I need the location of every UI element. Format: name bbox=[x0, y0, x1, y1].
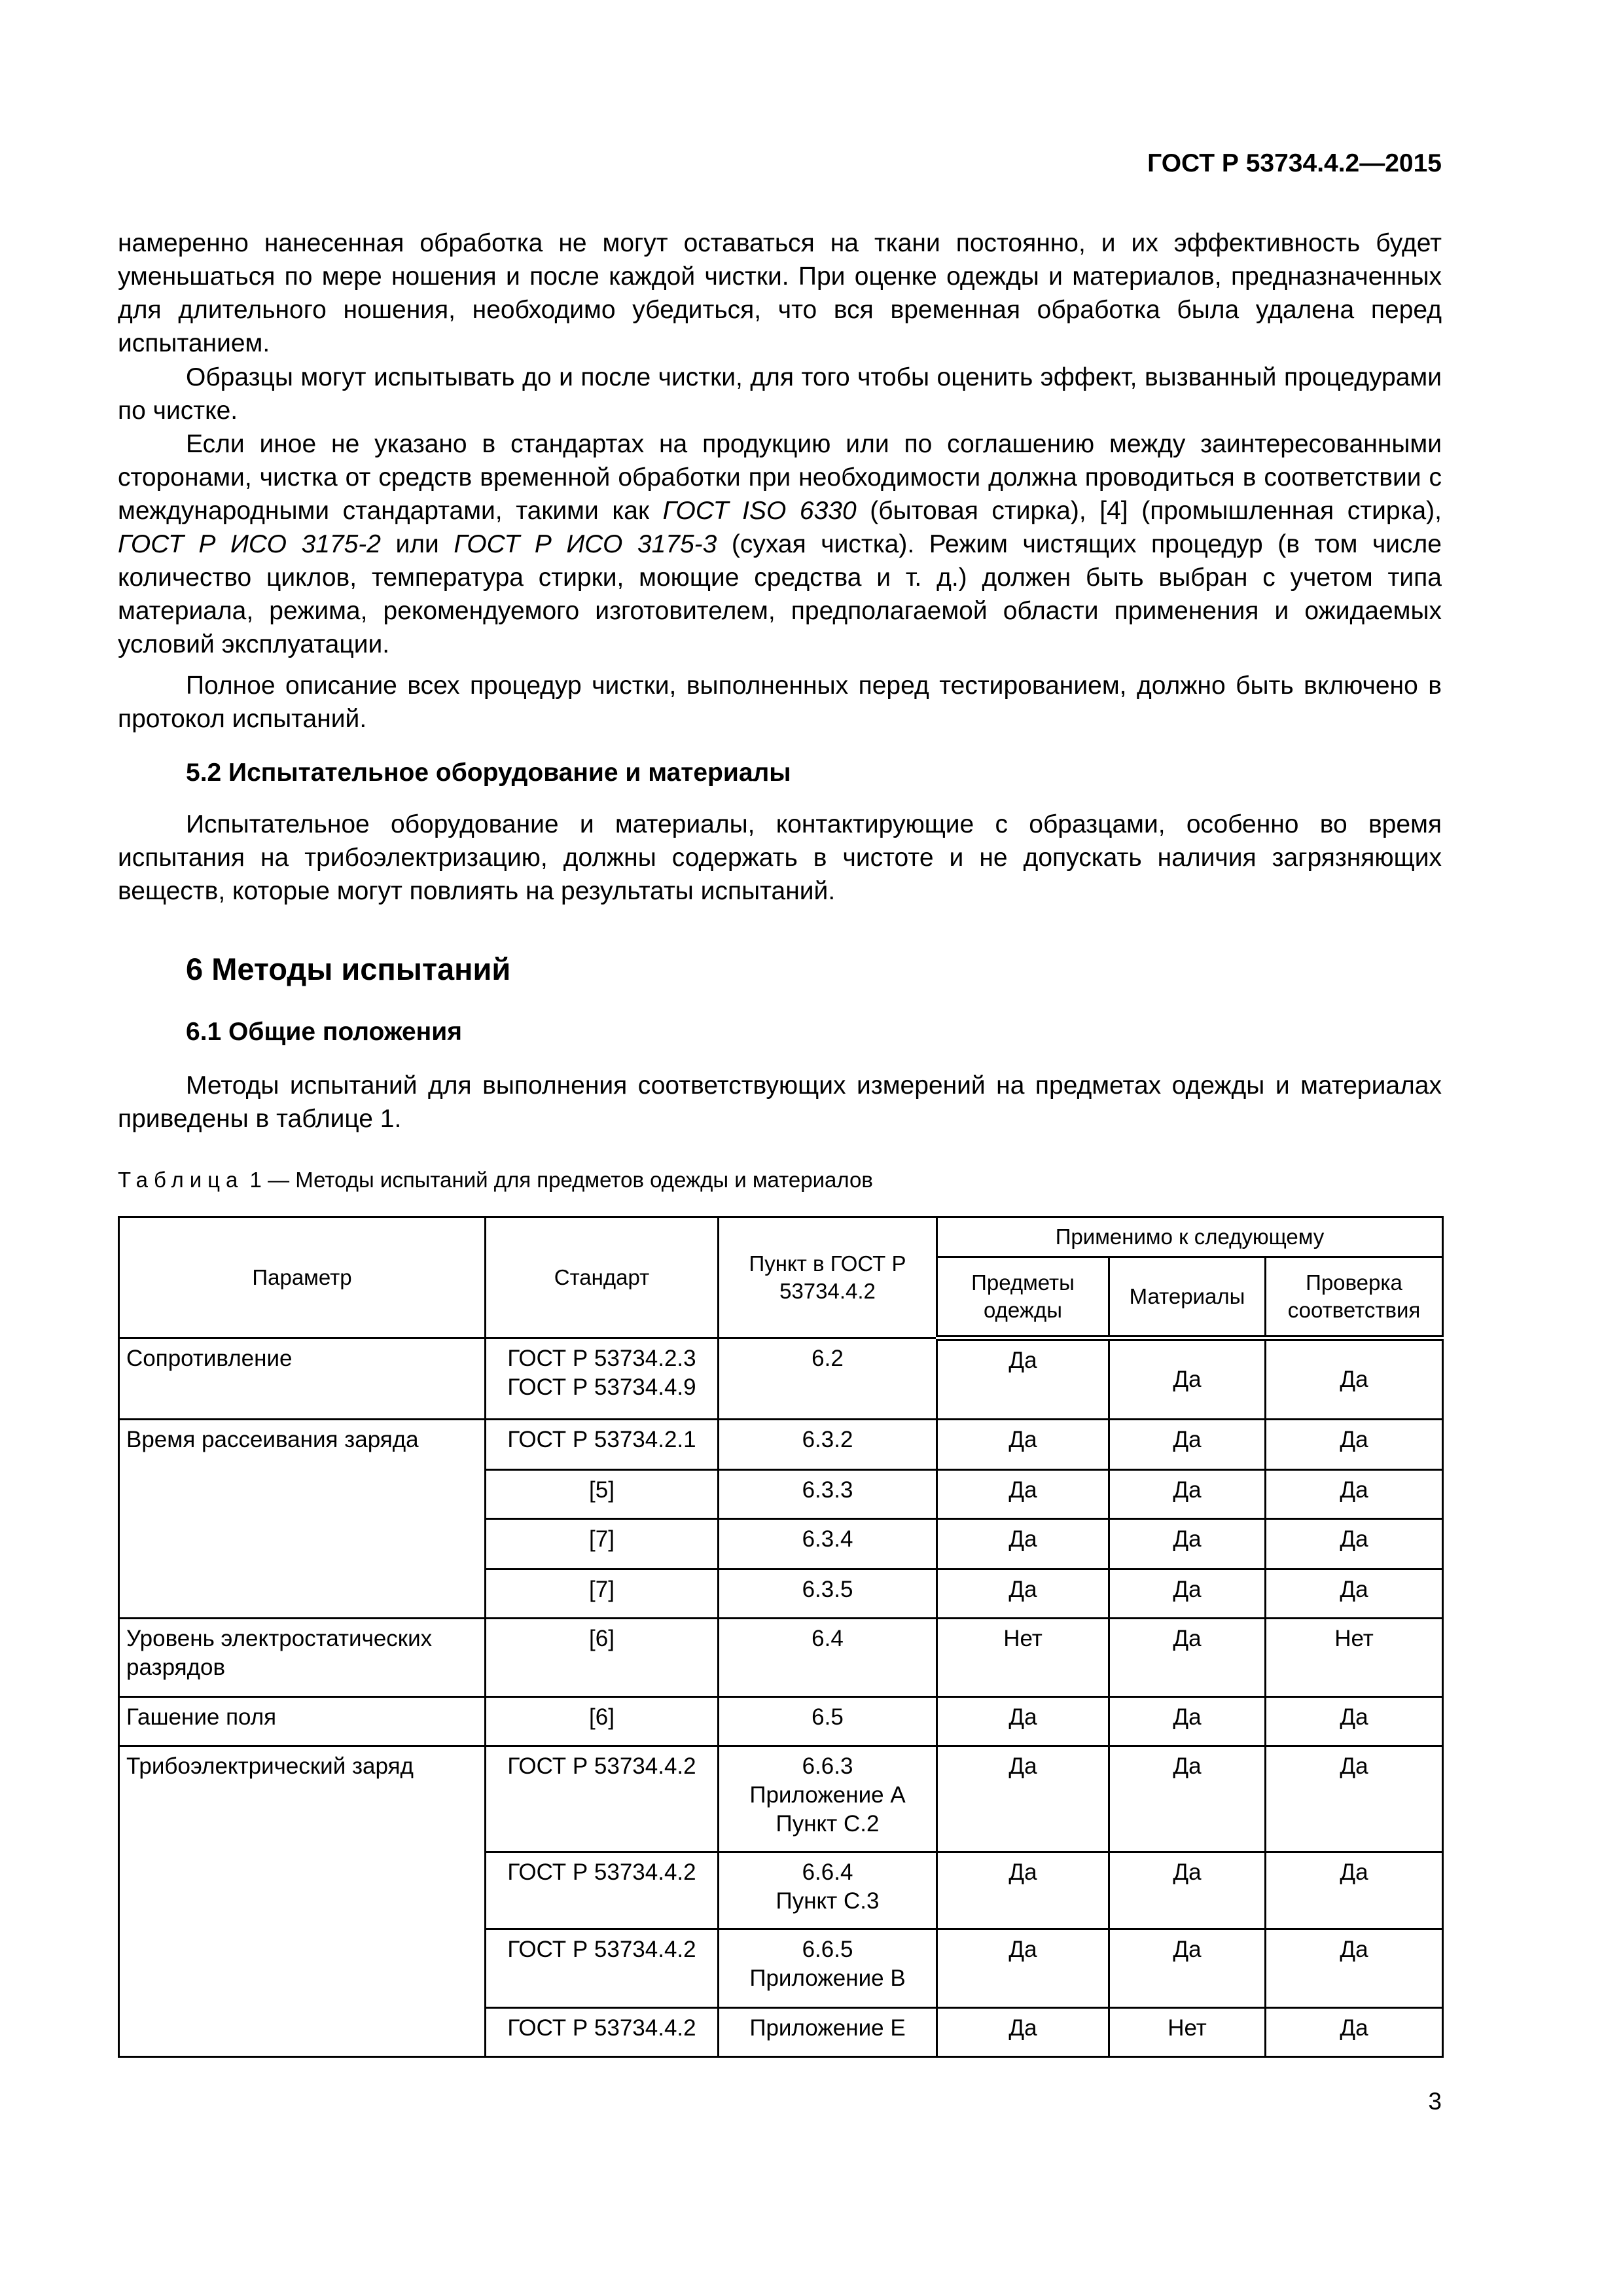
cell-m: Нет bbox=[1109, 2008, 1266, 2057]
caption-label: Таблица bbox=[118, 1168, 244, 1192]
header-param: Параметр bbox=[119, 1217, 486, 1338]
table-row bbox=[119, 1619, 1443, 1697]
header-clause: Пункт в ГОСТ Р 53734.4.2 bbox=[719, 1217, 937, 1338]
header-standard: Стандарт bbox=[486, 1217, 719, 1338]
cell-g: Нет bbox=[937, 1619, 1109, 1697]
cell-clause: 6.3.3 bbox=[719, 1470, 937, 1519]
paragraph: Испытательное оборудование и материалы, контактирующие с образцами, особенно во время испытания на трибоэлектризацию, должны содержать в чистоте и не допускать наличия загрязняющих веществ, которые могут повлиять на результаты испытаний. bbox=[118, 810, 1442, 905]
cell-standard: ГОСТ Р 53734.4.2 bbox=[486, 1929, 719, 2008]
table-row bbox=[119, 1697, 1443, 1746]
cell-clause: 6.2 bbox=[719, 1338, 937, 1420]
cell-m: Да bbox=[1109, 1470, 1266, 1519]
cell-c: Да bbox=[1266, 2008, 1443, 2057]
cell-g: Да bbox=[937, 1929, 1109, 2008]
cell-clause: 6.3.2 bbox=[719, 1420, 937, 1470]
standard-ref: ГОСТ Р ИСО 3175-3 bbox=[454, 530, 717, 558]
cell-standard: ГОСТ Р 53734.2.3 ГОСТ Р 53734.4.9 bbox=[486, 1338, 719, 1420]
cell-c: Да bbox=[1266, 1929, 1443, 2008]
paragraph: намеренно нанесенная обработка не могут оставаться на ткани постоянно, и их эффективность будет уменьшаться по мере ношения и после каждой чистки. При оценке одежды и материалов, предназначенных для длительного ношения, необходимо убедиться, что вся временная обработка была удалена перед испытанием. bbox=[118, 229, 1442, 357]
table-row bbox=[119, 1746, 1443, 1852]
cell-c: Да bbox=[1266, 1746, 1443, 1852]
cell-c: Да bbox=[1266, 1852, 1443, 1929]
standard-ref: ГОСТ ISO 6330 bbox=[662, 497, 857, 525]
text: или bbox=[380, 530, 454, 558]
cell-standard: ГОСТ Р 53734.4.2 bbox=[486, 1852, 719, 1929]
cell-param: Гашение поля bbox=[119, 1697, 486, 1746]
cell-g: Да bbox=[937, 1519, 1109, 1570]
cell-m: Да bbox=[1109, 1619, 1266, 1697]
cell-standard: [5] bbox=[486, 1470, 719, 1519]
cell-g: Да bbox=[937, 1852, 1109, 1929]
cell-c: Нет bbox=[1266, 1619, 1443, 1697]
section-heading: 5.2 Испытательное оборудование и материалы bbox=[186, 759, 791, 787]
cell-g: Да bbox=[937, 1470, 1109, 1519]
cell-param: Трибоэлектрический заряд bbox=[119, 1746, 486, 2057]
cell-m: Да bbox=[1109, 1420, 1266, 1470]
methods-table bbox=[118, 1216, 1444, 2058]
cell-param: Время рассеивания заряда bbox=[119, 1420, 486, 1619]
section-heading: 6.1 Общие положения bbox=[186, 1018, 462, 1046]
text: (бытовая стирка), [4] (промышленная стирка), bbox=[856, 497, 1442, 525]
header-applicable: Применимо к следующему bbox=[937, 1217, 1443, 1257]
table-caption bbox=[118, 1168, 873, 1193]
text: Если иное не указано в стандартах на продукцию или по соглашению между заинтересованными сторонами, чистка от средств временной обработки при необходимости должна проводиться в соответствии с международными стандартами, такими как bbox=[118, 430, 1442, 525]
cell-g: Да bbox=[937, 1697, 1109, 1746]
paragraph: Методы испытаний для выполнения соответствующих измерений на предметах одежды и материалах приведены в таблице 1. bbox=[118, 1071, 1442, 1133]
header-compliance: Проверка соответствия bbox=[1266, 1257, 1443, 1338]
standard-ref: ГОСТ Р ИСО 3175-2 bbox=[118, 530, 381, 558]
cell-c: Да bbox=[1266, 1697, 1443, 1746]
text: (сухая чистка). Режим чистящих процедур (в том числе количество циклов, температура стирки, моющие средства и т. д.) должен быть выбран с учетом типа материала, режима, рекомендуемого изготовителем, предполагаемой области применения и ожидаемых условий эксплуатации. bbox=[118, 530, 1442, 658]
cell-clause: 6.6.3 Приложение А Пункт С.2 bbox=[719, 1746, 937, 1852]
cell-clause: 6.6.4 Пункт С.3 bbox=[719, 1852, 937, 1929]
paragraph: Полное описание всех процедур чистки, выполненных перед тестированием, должно быть включено в протокол испытаний. bbox=[118, 672, 1442, 733]
cell-c: Да bbox=[1266, 1570, 1443, 1619]
cell-clause: 6.6.5 Приложение В bbox=[719, 1929, 937, 2008]
header-materials: Материалы bbox=[1109, 1257, 1266, 1338]
cell-standard: [7] bbox=[486, 1570, 719, 1619]
cell-m: Да bbox=[1109, 1697, 1266, 1746]
cell-m: Да bbox=[1109, 1338, 1266, 1420]
cell-param: Сопротивление bbox=[119, 1338, 486, 1420]
paragraph: Образцы могут испытывать до и после чистки, для того чтобы оценить эффект, вызванный процедурами по чистке. bbox=[118, 363, 1442, 425]
cell-standard: ГОСТ Р 53734.4.2 bbox=[486, 1746, 719, 1852]
cell-standard: [6] bbox=[486, 1619, 719, 1697]
cell-c: Да bbox=[1266, 1338, 1443, 1420]
cell-standard: [6] bbox=[486, 1697, 719, 1746]
cell-standard: [7] bbox=[486, 1519, 719, 1570]
table-row bbox=[119, 1338, 1443, 1420]
cell-m: Да bbox=[1109, 1570, 1266, 1619]
header-garments: Предметы одежды bbox=[937, 1257, 1109, 1338]
cell-standard: ГОСТ Р 53734.2.1 bbox=[486, 1420, 719, 1470]
cell-c: Да bbox=[1266, 1470, 1443, 1519]
cell-m: Да bbox=[1109, 1852, 1266, 1929]
cell-clause: 6.3.5 bbox=[719, 1570, 937, 1619]
cell-standard: ГОСТ Р 53734.4.2 bbox=[486, 2008, 719, 2057]
caption-text: 1 — Методы испытаний для предметов одежды и материалов bbox=[243, 1168, 873, 1192]
table-row bbox=[119, 1420, 1443, 1470]
chapter-heading: 6 Методы испытаний bbox=[186, 952, 511, 986]
page-number: 3 bbox=[1428, 2088, 1442, 2115]
cell-g: Да bbox=[937, 1338, 1109, 1420]
paragraph bbox=[118, 427, 1442, 661]
cell-g: Да bbox=[937, 2008, 1109, 2057]
cell-c: Да bbox=[1266, 1420, 1443, 1470]
cell-g: Да bbox=[937, 1570, 1109, 1619]
cell-m: Да bbox=[1109, 1929, 1266, 2008]
cell-clause: Приложение Е bbox=[719, 2008, 937, 2057]
cell-clause: 6.4 bbox=[719, 1619, 937, 1697]
cell-g: Да bbox=[937, 1746, 1109, 1852]
cell-param: Уровень электростатических разрядов bbox=[119, 1619, 486, 1697]
cell-clause: 6.3.4 bbox=[719, 1519, 937, 1570]
document-header: ГОСТ Р 53734.4.2—2015 bbox=[1147, 149, 1442, 177]
cell-m: Да bbox=[1109, 1746, 1266, 1852]
cell-c: Да bbox=[1266, 1519, 1443, 1570]
cell-clause: 6.5 bbox=[719, 1697, 937, 1746]
cell-g: Да bbox=[937, 1420, 1109, 1470]
cell-m: Да bbox=[1109, 1519, 1266, 1570]
